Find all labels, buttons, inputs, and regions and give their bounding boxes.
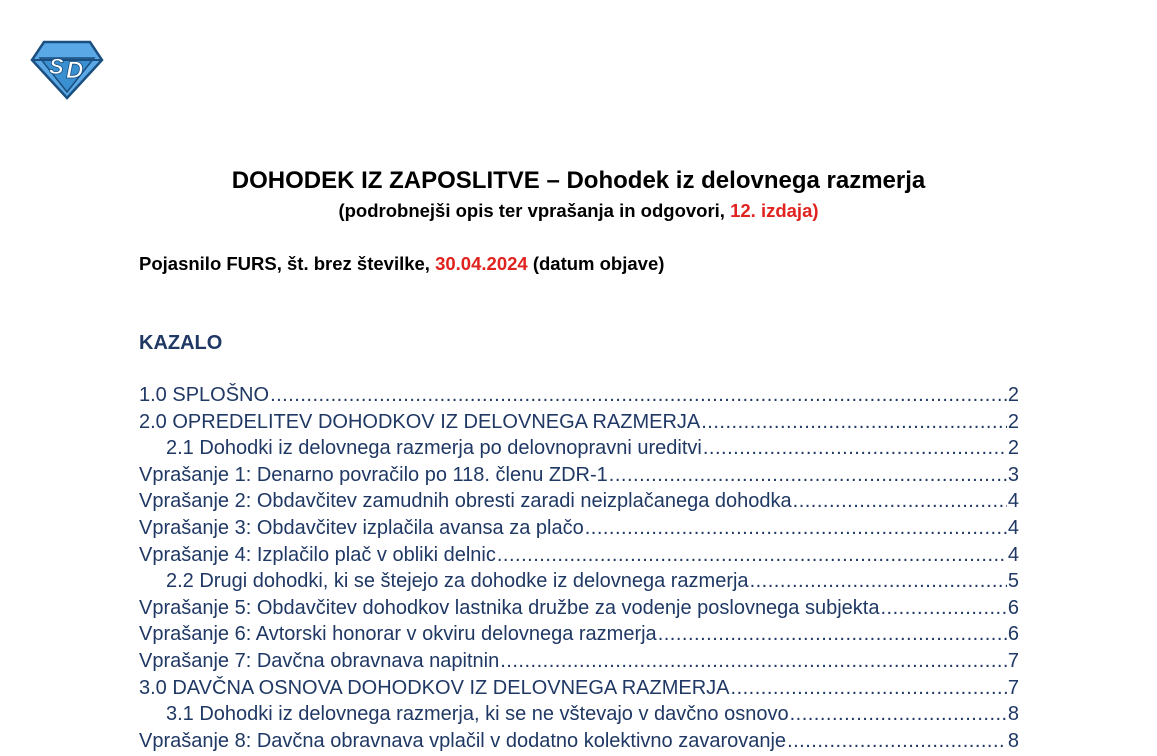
toc-dot-leader [585, 517, 1007, 540]
toc-entry-page: 5 [1007, 570, 1019, 593]
toc-entry-page: 8 [1007, 703, 1019, 726]
toc-entry-page: 6 [1007, 623, 1019, 646]
toc-entry-title: 2.1 Dohodki iz delovnega razmerja po delovnopravni ureditvi [166, 437, 702, 460]
svg-text:S: S [49, 54, 64, 79]
toc-dot-leader [731, 677, 1007, 700]
toc-dot-leader [497, 544, 1007, 567]
toc-entry-page: 4 [1007, 516, 1019, 539]
toc-dot-leader [703, 437, 1007, 460]
toc-entry[interactable] [139, 490, 1019, 517]
toc-entry-page: 2 [1007, 410, 1019, 433]
toc-entry[interactable] [139, 623, 1019, 650]
toc-entry[interactable] [139, 437, 1019, 464]
toc-dot-leader [270, 384, 1007, 407]
toc-dot-leader [793, 490, 1007, 513]
table-of-contents [139, 384, 1019, 756]
toc-entry-title: Vprašanje 6: Avtorski honorar v okviru delovnega razmerja [139, 623, 657, 646]
toc-entry-page: 4 [1007, 543, 1019, 566]
source-line [139, 251, 664, 277]
toc-entry-title: Vprašanje 5: Obdavčitev dohodkov lastnika družbe za vodenje poslovnega subjekta [139, 596, 880, 619]
toc-entry-title: Vprašanje 1: Denarno povračilo po 118. členu ZDR-1 [139, 463, 608, 486]
toc-heading: KAZALO [139, 332, 223, 354]
toc-entry[interactable] [139, 464, 1019, 491]
toc-entry-title: Vprašanje 4: Izplačilo plač v obliki delnic [139, 543, 496, 566]
toc-dot-leader [787, 730, 1007, 753]
document-title: DOHODEK IZ ZAPOSLITVE – Dohodek iz delovnega razmerja [231, 167, 926, 194]
toc-dot-leader [790, 703, 1007, 726]
toc-entry-page: 2 [1007, 384, 1019, 406]
toc-entry-page: 6 [1007, 596, 1019, 619]
toc-dot-leader [658, 623, 1007, 646]
toc-entry-title: Vprašanje 8: Davčna obravnava vplačil v dodatno kolektivno zavarovanje [139, 729, 787, 752]
toc-dot-leader [609, 464, 1007, 487]
toc-entry-title: 2.2 Drugi dohodki, ki se štejejo za dohodke iz delovnega razmerja [166, 570, 749, 593]
toc-entry[interactable] [139, 384, 1019, 411]
toc-entry-page: 4 [1007, 490, 1019, 513]
toc-entry-title: 3.0 DAVČNA OSNOVA DOHODKOV IZ DELOVNEGA RAZMERJA [139, 676, 730, 699]
toc-entry[interactable] [139, 544, 1019, 571]
toc-dot-leader [701, 411, 1007, 434]
toc-entry-page: 2 [1007, 437, 1019, 460]
subtitle-text: (podrobnejši opis ter vprašanja in odgovori, [338, 200, 731, 221]
toc-entry-title: Vprašanje 3: Obdavčitev izplačila avansa za plačo [139, 516, 584, 539]
toc-entry[interactable] [139, 411, 1019, 438]
toc-entry-title: 3.1 Dohodki iz delovnega razmerja, ki se ne vštevajo v davčno osnovo [166, 703, 789, 726]
toc-entry-title: 2.0 OPREDELITEV DOHODKOV IZ DELOVNEGA RAZMERJA [139, 410, 701, 433]
toc-entry-title: 1.0 SPLOŠNO [139, 384, 270, 406]
toc-entry-page: 3 [1007, 463, 1019, 486]
date-note: (datum objave) [527, 253, 665, 274]
sd-logo-icon [30, 40, 104, 100]
toc-entry-page: 8 [1007, 729, 1019, 752]
toc-entry-page: 7 [1007, 676, 1019, 699]
toc-entry-page: 7 [1007, 649, 1019, 672]
toc-entry[interactable] [139, 570, 1019, 597]
document-subtitle [0, 198, 1157, 224]
toc-entry-title: Vprašanje 2: Obdavčitev zamudnih obresti zaradi neizplačanega dohodka [139, 490, 792, 513]
toc-entry[interactable] [139, 597, 1019, 624]
toc-entry[interactable] [139, 703, 1019, 730]
toc-entry-title: Vprašanje 7: Davčna obravnava napitnin [139, 649, 500, 672]
publication-date: 30.04.2024 [435, 253, 528, 274]
toc-entry[interactable] [139, 517, 1019, 544]
toc-dot-leader [750, 570, 1007, 593]
toc-entry[interactable] [139, 650, 1019, 677]
edition-label: 12. izdaja) [730, 200, 819, 221]
toc-dot-leader [500, 650, 1007, 673]
toc-dot-leader [880, 597, 1006, 620]
svg-text:D: D [66, 57, 84, 84]
toc-entry[interactable] [139, 677, 1019, 704]
source-label: Pojasnilo FURS, št. brez številke, [139, 253, 436, 274]
